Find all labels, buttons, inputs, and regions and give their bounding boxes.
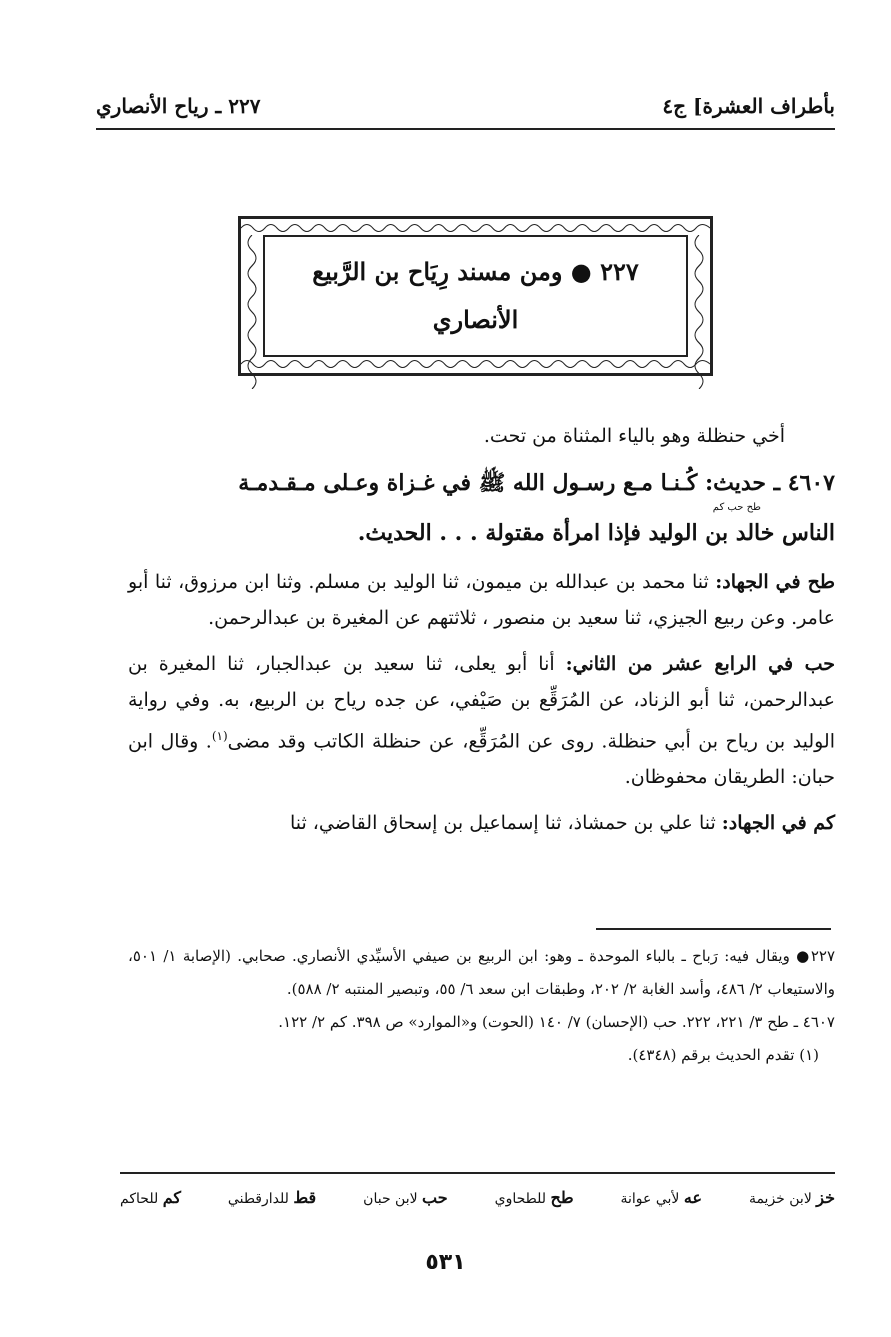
footnote-separator	[596, 928, 831, 930]
ornament-border-top	[241, 221, 710, 235]
paragraph-ibn-hibban-text: أنا أبو يعلى، ثنا سعيد بن عبدالجبار، ثنا المغيرة بن عبدالرحمن، ثنا أبو الزناد، عن المُرَقِّع بن صَيْفي، عن جده رياح بن الربيع، به. وفي رواية الوليد بن رياح بن أبي حنظلة. روى عن المُرَقِّع، عن حنظلة الكاتب وقد مضى	[128, 653, 835, 753]
book-title: بأطراف العشرة] ج٤	[662, 94, 835, 118]
hadith-text-line1: كُـنـا مـع رسـول الله ﷺ في غـزاة وعـلى مـقـدمـة	[238, 470, 698, 496]
paragraph-tahawi	[128, 564, 835, 636]
paragraph-hakim-lead: كم في الجهاد:	[721, 812, 835, 835]
paragraph-ibn-hibban-tail: . وقال ابن حبان: الطريقان محفوظان.	[128, 730, 835, 789]
abbreviation-item: طح للطحاوي	[494, 1188, 574, 1207]
ornament-border-left	[244, 235, 260, 389]
paragraph-ibn-hibban-lead: حب في الرابع عشر من الثاني:	[565, 653, 835, 675]
ornament-border-right	[691, 235, 707, 389]
chapter-title-line1: ٢٢٧ ● ومن مسند رِيَاح بن الرَّبيع	[312, 257, 639, 286]
abbreviation-separator	[120, 1172, 835, 1174]
footnote-reference: (١)	[211, 729, 228, 743]
abbreviation-item: خز لابن خزيمة	[748, 1188, 835, 1207]
chapter-title-frame	[238, 216, 713, 376]
abbreviation-item: عه لأبي عوانة	[620, 1188, 702, 1207]
footnote-sources: ٤٦٠٧ ـ طح ٣/ ٢٢١، ٢٢٢. حب (الإحسان) ٧/ ١٤٠ (الحوت) و«الموارد» ص ٣٩٨. كم ٢/ ١٢٢.	[278, 1013, 835, 1031]
chapter-title-line2: الأنصاري	[432, 305, 519, 334]
paragraph-ibn-hibban	[128, 646, 835, 795]
abbreviation-key	[120, 1188, 835, 1207]
paragraph-hakim	[128, 805, 835, 841]
hadith-line1	[128, 464, 835, 502]
paragraph-hakim-text: ثنا علي بن حمشاذ، ثنا إسماعيل بن إسحاق القاضي، ثنا	[289, 812, 716, 835]
footnote-biography: ٢٢٧● ويقال فيه: رَباح ـ بالباء الموحدة ـ وهو: ابن الربيع بن صيفي الأسيِّدي الأنصاري. صحابي. (الإصابة ١/ ٥٠١، والاستيعاب ٢/ ٤٨٦، وأسد الغابة ٢/ ٢٠٢، وطبقات ابن سعد ٦/ ٥٥، وتبصير المنتبه ٢/ ٥٨٨).	[128, 947, 836, 998]
section-title: ٢٢٧ ـ رياح الأنصاري	[96, 94, 261, 118]
chapter-title	[263, 235, 688, 357]
running-header	[96, 78, 835, 130]
abbreviation-item: كم للحاكم	[120, 1188, 181, 1207]
abbreviation-item: قط للدارقطني	[227, 1188, 317, 1207]
hadith-source-marks: طح حب كم	[712, 502, 761, 513]
hadith-text-line2: الناس خالد بن الوليد فإذا امرأة مقتولة . . . الحديث.	[357, 520, 835, 546]
abbreviation-item: حب لابن حبان	[363, 1188, 448, 1207]
footnotes	[128, 940, 835, 1072]
hadith-number: ٤٦٠٧ ـ حديث:	[704, 470, 835, 496]
footnote-cross-reference: (١) تقدم الحديث برقم (٤٣٤٨).	[627, 1046, 819, 1064]
page-number: ٥٣١	[425, 1250, 466, 1275]
hadith-block	[128, 464, 835, 552]
intro-paragraph: أخي حنظلة وهو بالياء المثناة من تحت.	[483, 425, 785, 447]
ornament-border-bottom	[241, 357, 710, 371]
main-text	[128, 418, 835, 851]
paragraph-tahawi-text: ثنا محمد بن عبدالله بن ميمون، ثنا الوليد بن مسلم. وثنا ابن مرزوق، ثنا أبو عامر. وعن ربيع الجيزي، ثنا سعيد بن منصور ، ثلاثتهم عن المغيرة بن عبدالرحمن.	[128, 571, 835, 629]
paragraph-tahawi-lead: طح في الجهاد:	[715, 571, 835, 593]
